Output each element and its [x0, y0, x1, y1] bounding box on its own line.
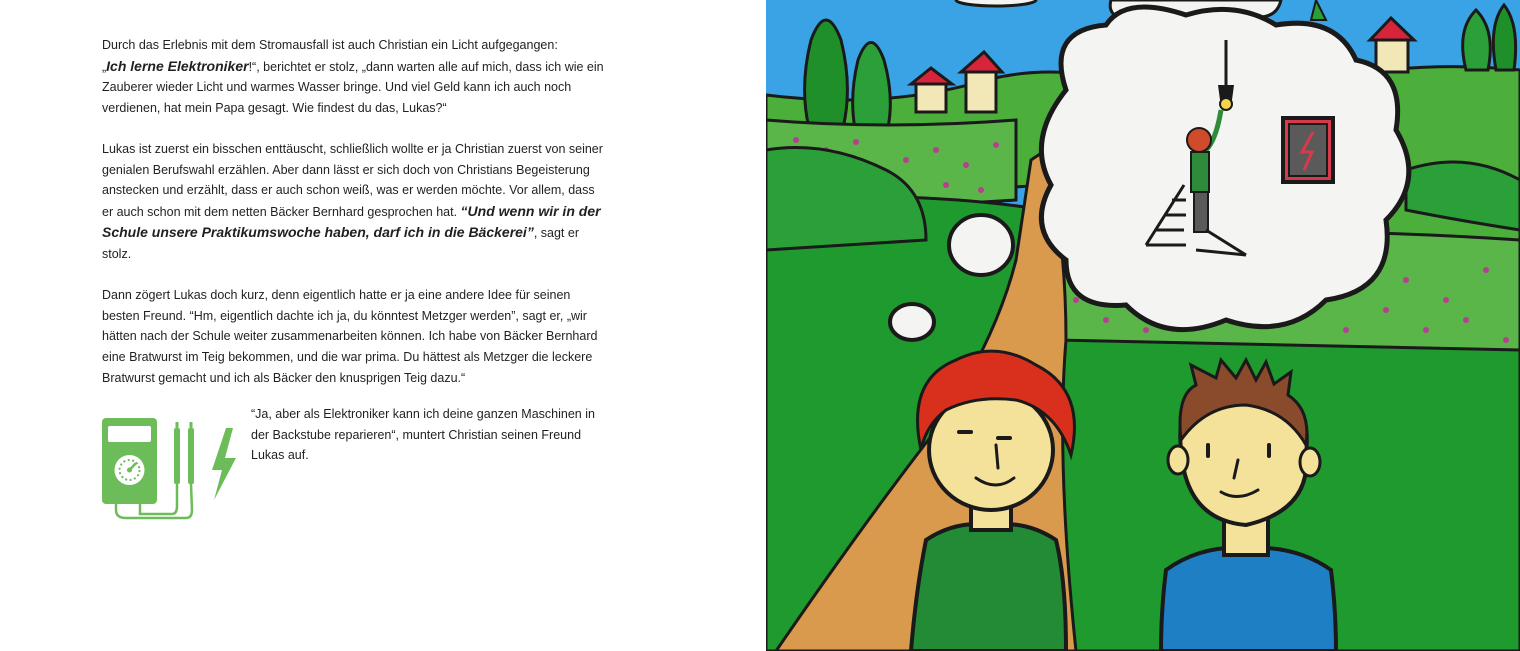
bold-quote-baeckerei: “Und wenn wir in der Schule unsere Praktikumswoche haben, darf ich in die Bäckerei”	[102, 202, 601, 241]
paragraph-1-intro: Durch das Erlebnis mit dem Stromausfall ist auch Christian ein Licht aufgegangen:	[102, 38, 558, 52]
paragraph-4: “Ja, aber als Elektroniker kann ich deine ganzen Maschinen in der Backstube reparieren“, muntert Christian seinen Freund Lukas auf.	[251, 407, 595, 463]
quote-open: „	[102, 59, 107, 74]
paragraph-2-rest: , sagt er stolz.	[102, 226, 579, 261]
paragraph-2	[102, 139, 607, 265]
illustration-drawing	[766, 0, 1520, 651]
paragraph-1	[102, 35, 607, 118]
story-text	[102, 35, 607, 409]
paragraph-3	[102, 285, 607, 388]
bold-quote-elektroniker: Ich lerne Elektroniker	[106, 57, 249, 74]
paragraph-1-rest: !“, berichtet er stolz, „dann warten alle auf mich, dass ich wie ein Zauberer wieder Licht und warmes Wasser bringe. Und viel Geld kann ich auch noch verdienen, hat mein Papa gesagt. Wie findest du das, Lukas?“	[102, 59, 604, 115]
multimeter-icon	[102, 414, 242, 524]
illustration	[766, 0, 1520, 651]
paragraph-3-text: Dann zögert Lukas doch kurz, denn eigentlich hatte er ja eine andere Idee für seinen besten Freund. “Hm, eigentlich dachte ich ja, du könntest Metzger werden”, sagt er, „wir hätten nach der Schule weiter zusammenarbeiten können. Ich habe von Bäcker Bernhard eine Bratwurst im Teig bekommen, und die war prima. Du hättest als Metzger die leckere Bratwurst gemacht und ich als Bäcker den knusprigen Teig dazu.“	[102, 288, 598, 385]
paragraph-2-text: Lukas ist zuerst ein bisschen enttäuscht, schließlich wollte er ja Christian zuerst von seiner genialen Berufswahl erzählen. Aber dann lässt er sich doch von Christians Begeisterung anstecken und erzählt, dass er auch schon weiß, was er werden möchte. Vor allem, dass er auch schon mit dem netten Bäcker Bernhard gesprochen hat.	[102, 141, 603, 219]
